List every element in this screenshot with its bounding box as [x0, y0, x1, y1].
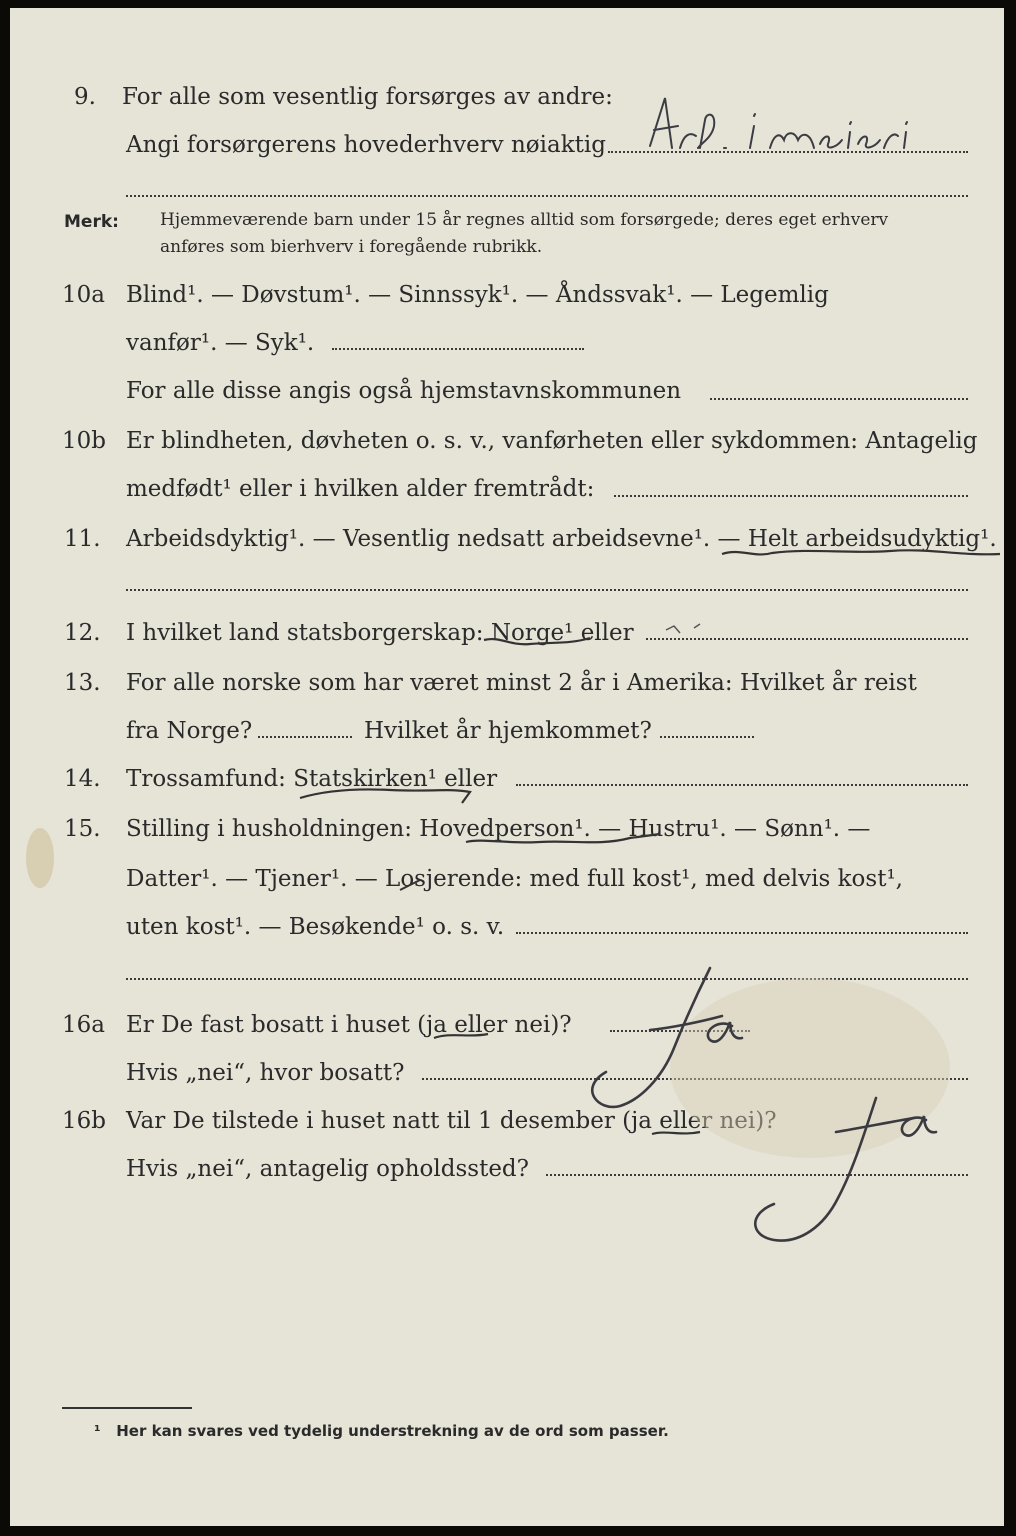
q9-line2: Angi forsørgerens hovederhverv nøiaktig: [126, 132, 606, 158]
q9-line1: For alle som vesentlig forsørges av andre:: [122, 84, 613, 110]
q10a-line2: vanfør¹. — Syk¹.: [126, 330, 315, 356]
q10a-line1: Blind¹. — Døvstum¹. — Sinnssyk¹. — Åndssvak¹. — Legemlig: [126, 282, 829, 308]
q16b-line2: Hvis „nei“, antagelig opholdssted?: [126, 1156, 529, 1182]
q12-answer-underline: [484, 638, 590, 644]
q15-ink-mark: [400, 880, 420, 890]
q12-line1: I hvilket land statsborgerskap: Norge¹ eller: [126, 620, 634, 646]
q10b-line2: medfødt¹ eller i hvilken alder fremtrådt:: [126, 476, 595, 502]
q16b-ja-underline: [652, 1132, 700, 1134]
q13-line2a: fra Norge?: [126, 718, 253, 744]
q14-answer-underline: [300, 789, 470, 803]
q9-handwritten-answer: [650, 98, 907, 148]
q15-number: 15.: [64, 816, 101, 842]
q16a-line2: Hvis „nei“, hvor bosatt?: [126, 1060, 405, 1086]
q13-number: 13.: [64, 670, 101, 696]
q13-line2b: Hvilket år hjemkommet?: [364, 718, 652, 744]
q16b-number: 16b: [62, 1108, 106, 1134]
q16a-ja-underline: [434, 1034, 488, 1038]
merk-label: Merk:: [64, 212, 119, 232]
footnote-mark: ¹: [94, 1422, 101, 1440]
q11-line1: Arbeidsdyktig¹. — Vesentlig nedsatt arbeidsevne¹. — Helt arbeidsudyktig¹.: [126, 526, 997, 552]
q14-number: 14.: [64, 766, 101, 792]
q10a-line3: For alle disse angis også hjemstavnskommunen: [126, 378, 682, 404]
q12-ink-marks: [666, 624, 700, 633]
q11-answer-underline: [722, 550, 1000, 554]
q16b-line1: Var De tilstede i huset natt til 1 desember (ja eller nei)?: [126, 1108, 777, 1134]
q16a-number: 16a: [62, 1012, 105, 1038]
q10b-number: 10b: [62, 428, 106, 454]
handwriting-layer: [10, 8, 1004, 1526]
q9-number: 9.: [74, 84, 96, 110]
q11-number: 11.: [64, 526, 101, 552]
paper-stain: [26, 828, 54, 888]
q13-line1: For alle norske som har været minst 2 år i Amerika: Hvilket år reist: [126, 670, 917, 696]
q10a-number: 10a: [62, 282, 105, 308]
paper-stain: [670, 978, 950, 1158]
merk-line1: Hjemmeværende barn under 15 år regnes alltid som forsørgede; deres eget erhverv: [160, 210, 889, 230]
q16a-line1: Er De fast bosatt i huset (ja eller nei)?: [126, 1012, 572, 1038]
census-form-page: [10, 8, 1004, 1526]
q15-line2: Datter¹. — Tjener¹. — Losjerende: med full kost¹, med delvis kost¹,: [126, 866, 903, 892]
q14-line1: Trossamfund: Statskirken¹ eller: [126, 766, 498, 792]
q12-number: 12.: [64, 620, 101, 646]
q10b-line1: Er blindheten, døvheten o. s. v., vanførheten eller sykdommen: Antagelig: [126, 428, 978, 454]
q15-line3: uten kost¹. — Besøkende¹ o. s. v.: [126, 914, 505, 940]
q15-line1: Stilling i husholdningen: Hovedperson¹. — Hustru¹. — Sønn¹. —: [126, 816, 871, 842]
merk-line2: anføres som bierhverv i foregående rubrikk.: [160, 237, 543, 257]
q15-answer-underline: [466, 834, 660, 842]
footnote-text: Her kan svares ved tydelig understrekning av de ord som passer.: [116, 1422, 669, 1440]
